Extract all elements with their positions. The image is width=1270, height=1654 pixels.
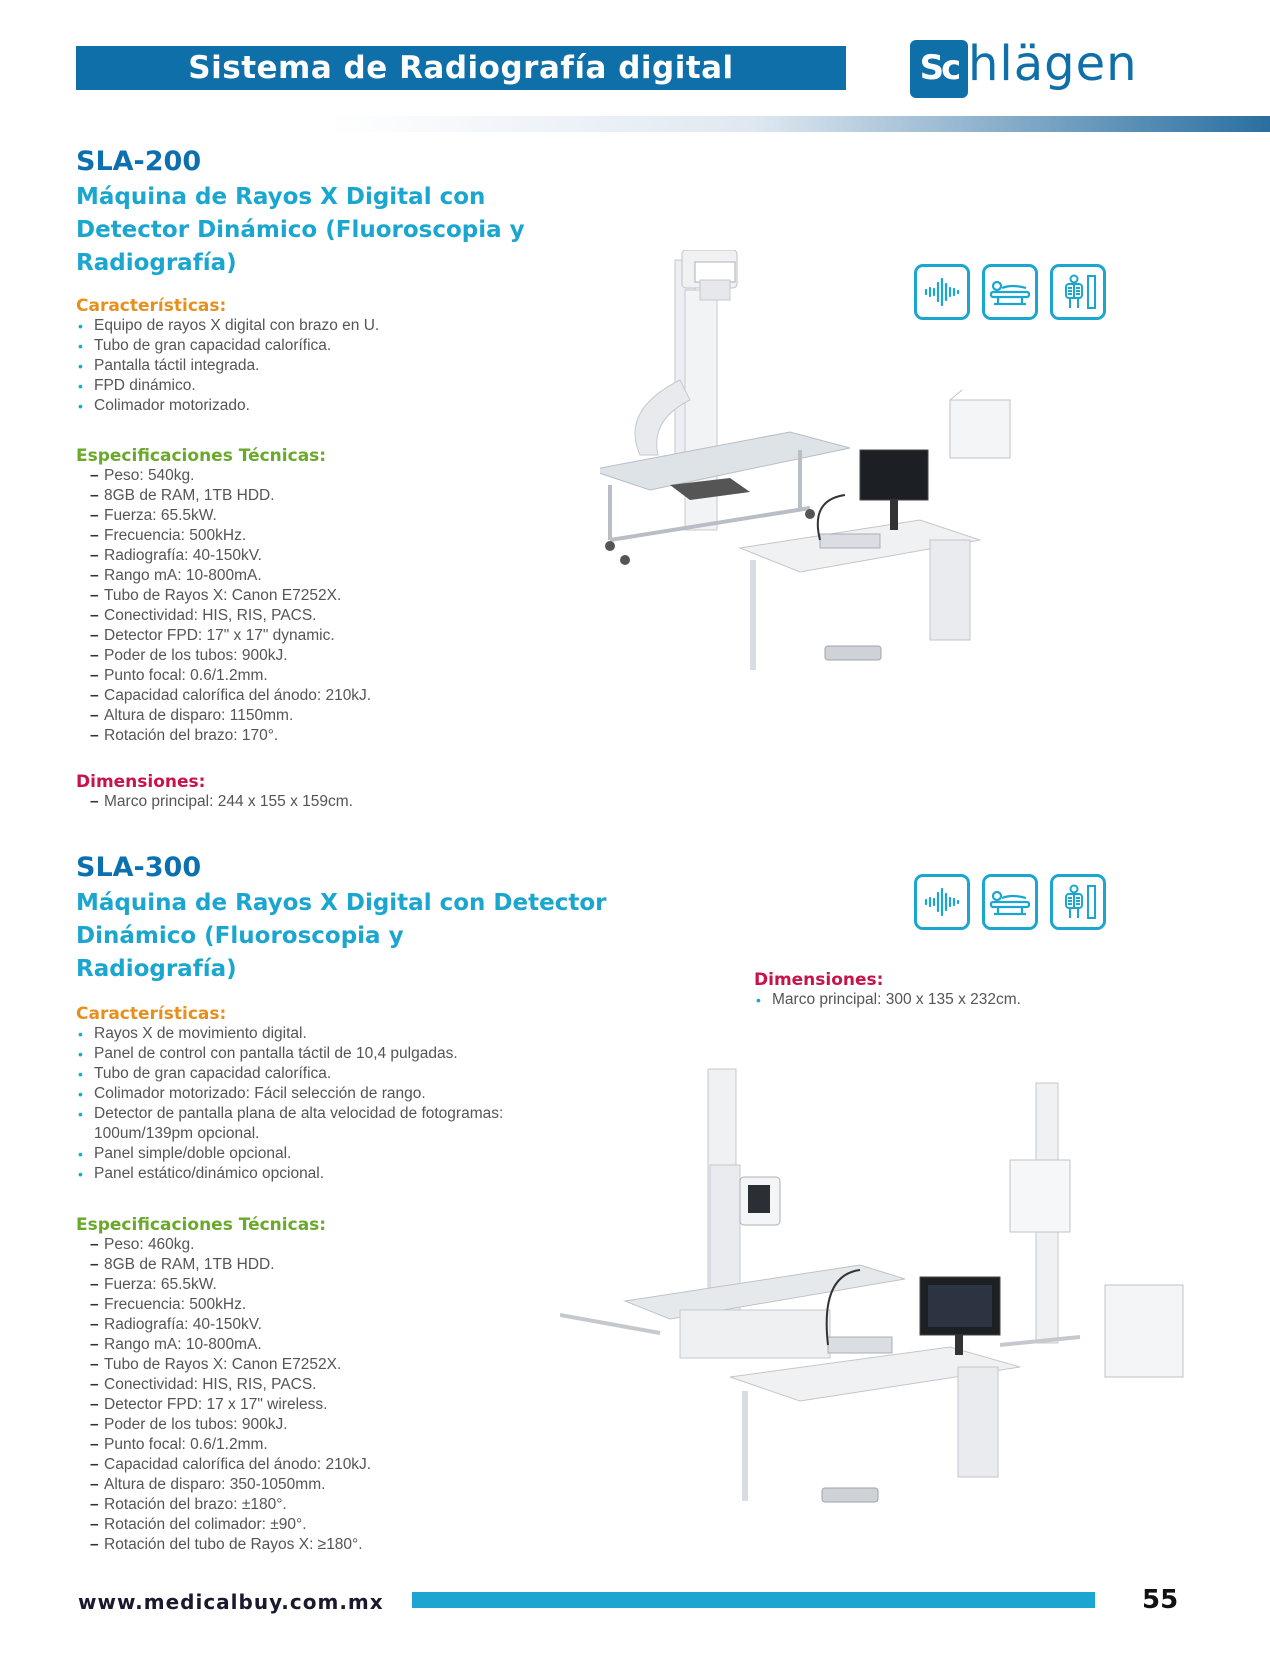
list-item: – Rotación del brazo: ±180°. [76,1495,596,1515]
features-list [76,1024,596,1184]
list-item: • Detector de pantalla plana de alta velocidad de fotogramas: 100um/139pm opcional. [76,1104,596,1144]
dimensions-heading: Dimensiones: [754,970,884,990]
list-item: – Altura de disparo: 1150mm. [76,706,636,726]
list-item: – Rotación del tubo de Rayos X: ≥180°. [76,1535,596,1555]
list-item: – Rango mA: 10-800mA. [76,1335,596,1355]
list-item: • Colimador motorizado: Fácil selección de rango. [76,1084,596,1104]
dimensions-heading: Dimensiones: [76,772,206,792]
list-item: – Fuerza: 65.5kW. [76,506,636,526]
logo-wordmark: hlägen [968,36,1138,92]
list-item: – Conectividad: HIS, RIS, PACS. [76,606,636,626]
list-item: – 8GB de RAM, 1TB HDD. [76,486,636,506]
dimensions-list [754,990,1174,1010]
product-sla200-specs [76,446,636,746]
list-item: – Capacidad calorífica del ánodo: 210kJ. [76,1455,596,1475]
list-item: – Conectividad: HIS, RIS, PACS. [76,1375,596,1395]
list-item: – Frecuencia: 500kHz. [76,1295,596,1315]
footer-accent-bar [412,1592,1095,1608]
sla200-equipment-image [600,250,1020,710]
page-title: Sistema de Radiografía digital [76,46,846,90]
list-item: – Radiografía: 40-150kV. [76,546,636,566]
product-subtitle-line: Radiografía) [76,956,237,982]
product-subtitle-line: Máquina de Rayos X Digital con [76,184,486,210]
list-item: – Radiografía: 40-150kV. [76,1315,596,1335]
list-item: – Rotación del brazo: 170°. [76,726,636,746]
list-item: – Fuerza: 65.5kW. [76,1275,596,1295]
sound-wave-icon [914,874,970,930]
list-item: – Altura de disparo: 350-1050mm. [76,1475,596,1495]
list-item: • Panel de control con pantalla táctil de 10,4 pulgadas. [76,1044,596,1064]
list-item: • Marco principal: 300 x 135 x 232cm. [754,990,1174,1010]
list-item: – Tubo de Rayos X: Canon E7252X. [76,586,636,606]
list-item: – Peso: 540kg. [76,466,636,486]
product-subtitle-line: Radiografía) [76,250,237,276]
specs-heading: Especificaciones Técnicas: [76,446,327,466]
specs-heading: Especificaciones Técnicas: [76,1215,327,1235]
list-item: • Tubo de gran capacidad calorífica. [76,336,636,356]
patient-table-icon [982,874,1038,930]
list-item: – Poder de los tubos: 900kJ. [76,646,636,666]
list-item: • FPD dinámico. [76,376,636,396]
product-sla300-specs [76,1215,596,1555]
footer-website-link[interactable]: www.medicalbuy.com.mx [78,1590,384,1614]
features-heading: Características: [76,296,227,316]
product-sla300-dimensions [754,970,1174,1010]
specs-list [76,1235,596,1555]
list-item: • Panel estático/dinámico opcional. [76,1164,596,1184]
header-gradient-divider [330,116,1270,132]
product-sla300-features [76,1004,596,1184]
list-item: • Colimador motorizado. [76,396,636,416]
list-item: • Rayos X de movimiento digital. [76,1024,596,1044]
product-sla200-heading [76,146,636,280]
list-item: – Peso: 460kg. [76,1235,596,1255]
specs-list [76,466,636,746]
list-item: – Poder de los tubos: 900kJ. [76,1415,596,1435]
product-sla300-heading [76,852,676,986]
product-model: SLA-200 [76,146,202,177]
dimensions-list [76,792,636,812]
list-item: – Rango mA: 10-800mA. [76,566,636,586]
page-number: 55 [1142,1585,1179,1615]
chest-xray-icon [1050,264,1106,320]
feature-icons-row [914,874,1106,930]
list-item: • Pantalla táctil integrada. [76,356,636,376]
product-model: SLA-300 [76,852,202,883]
list-item: – Rotación del colimador: ±90°. [76,1515,596,1535]
list-item: – Tubo de Rayos X: Canon E7252X. [76,1355,596,1375]
list-item: • Panel simple/doble opcional. [76,1144,596,1164]
list-item: • Tubo de gran capacidad calorífica. [76,1064,596,1084]
chest-xray-icon [1050,874,1106,930]
list-item: – Detector FPD: 17 x 17" wireless. [76,1395,596,1415]
features-list [76,316,636,416]
list-item: – Punto focal: 0.6/1.2mm. [76,666,636,686]
features-heading: Características: [76,1004,227,1024]
list-item: – Detector FPD: 17" x 17" dynamic. [76,626,636,646]
list-item: – 8GB de RAM, 1TB HDD. [76,1255,596,1275]
product-subtitle-line: Detector Dinámico (Fluoroscopia y [76,217,525,243]
product-sla200-dimensions [76,772,636,812]
list-item: – Punto focal: 0.6/1.2mm. [76,1435,596,1455]
list-item: – Frecuencia: 500kHz. [76,526,636,546]
product-subtitle-line: Máquina de Rayos X Digital con Detector [76,890,607,916]
product-sla200-features [76,296,636,416]
brand-logo [910,36,1140,100]
list-item: – Capacidad calorífica del ánodo: 210kJ. [76,686,636,706]
sla300-equipment-image [560,1065,1200,1535]
list-item: • Equipo de rayos X digital con brazo en U. [76,316,636,336]
logo-mark: Sc [910,40,968,98]
list-item: – Marco principal: 244 x 155 x 159cm. [76,792,636,812]
product-subtitle-line: Dinámico (Fluoroscopia y [76,923,404,949]
